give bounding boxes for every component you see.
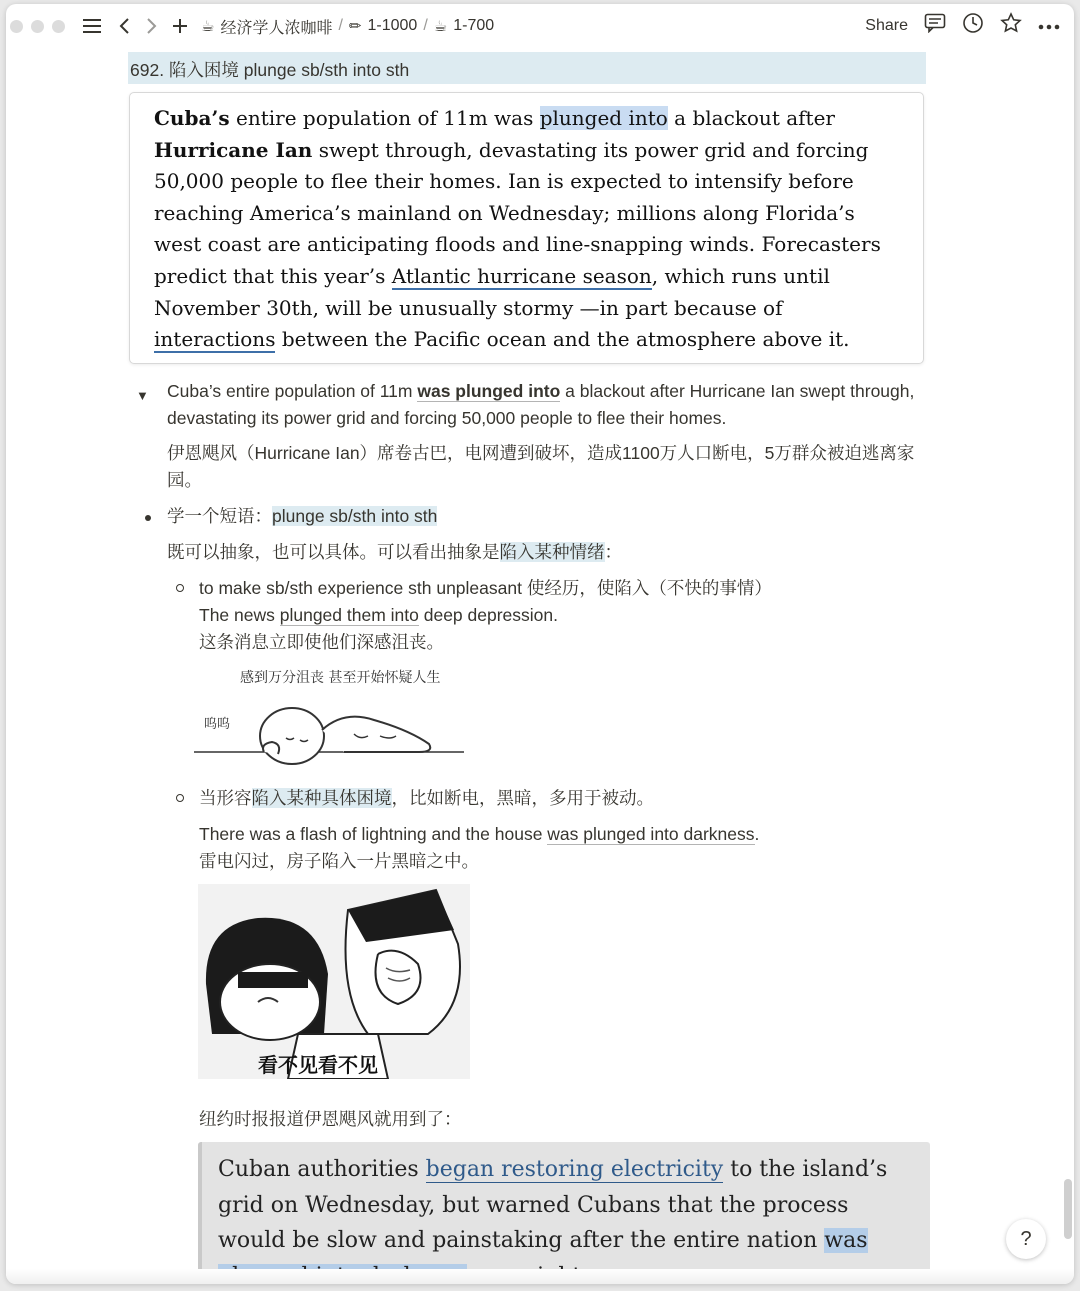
breadcrumb-separator: / [423,17,428,34]
example-part: There was a flash of lightning and the house [199,824,548,844]
add-page-icon[interactable] [167,13,193,39]
image-caption: 看不见看不见 [258,1053,378,1077]
coffee-icon: ☕ [201,18,215,35]
ruler-pencil-icon: ✏ [348,18,362,35]
breadcrumb-item[interactable]: 1-1000 [367,17,418,34]
window-controls [10,20,65,33]
quote-link[interactable]: Atlantic hurricane season [391,263,652,288]
nyt-quote [198,1142,930,1284]
learn-note-text: 既可以抽象，也可以具体。可以看出抽象是 [167,542,500,562]
example-sentence [199,602,919,629]
bottom-edge [6,1269,1074,1284]
back-icon[interactable] [111,13,137,39]
learn-note [167,539,622,566]
star-icon[interactable] [1000,12,1022,39]
comment-icon[interactable] [924,13,946,38]
top-bar-actions [865,12,1060,39]
learn-phrase-item [167,503,437,530]
sub-item-example [199,821,919,875]
concrete-definition [199,785,919,812]
definition-text: to make sb/sth experience sth unpleasant 使经历，使陷入（不快的事情） [199,578,772,598]
learn-label: 学一个短语： [167,506,272,526]
example-part: The news [199,605,280,625]
zoom-window-button[interactable] [52,20,65,33]
more-icon[interactable] [1038,17,1060,35]
sad-lying-figure-image [194,660,470,770]
toggle-translation: 伊恩飓风（Hurricane Ian）席卷古巴，电网遭到破坏，造成1100万人口断电，5万群众被迫逃离家园。 [167,443,915,490]
learn-phrase: plunge sb/sth into sth [272,506,438,526]
bullet-dot [145,515,151,521]
share-button[interactable]: Share [865,16,908,34]
sub-bullet-circle [176,794,184,802]
example-translation: 这条消息立即使他们深感沮丧。 [199,632,444,652]
highlighted-phrase: plunged into [539,106,668,130]
learn-note-highlight: 陷入某种情绪 [499,542,605,562]
nyt-highlight: was [218,1228,868,1284]
page-heading: 692. 陷入困境 plunge sb/sth into sth [128,52,926,84]
example-sentence [199,821,919,848]
learn-note-text: ： [604,542,622,562]
toggle-block [136,378,926,432]
quote-link[interactable]: interactions [154,327,276,352]
quote-bold: Cuba’s [154,106,230,130]
top-bar [6,4,1074,48]
clock-icon[interactable] [962,12,984,39]
quote-text: , which runs until November 30th, will be unusually stormy —in part because of [154,263,830,320]
sidebar-menu-icon[interactable] [79,13,105,39]
scrollbar[interactable] [1064,1179,1072,1239]
app-window [6,4,1074,1284]
sub-item-concrete [199,785,919,812]
quote-text: between the Pacific ocean and the atmosphere above it. [275,327,850,352]
nyt-text: to the island’s grid on Wednesday, but warned Cubans that the process would be slow and painstaking after the entire nation [218,1157,888,1253]
example-part: deep depression. [418,605,559,625]
coffee-icon: ☕ [433,18,448,35]
sub-item-definition [199,575,919,656]
toggle-text-part: Cuba’s entire population of 11m [167,381,418,401]
breadcrumb-item[interactable]: 1-700 [453,17,495,34]
cover-eyes-meme-image [198,884,470,1079]
definition-part: ，比如断电，黑暗，多用于被动。 [391,788,654,808]
quote-text: entire population of 11m was [229,106,540,130]
toggle-triangle-icon[interactable]: ▼ [136,388,149,403]
toggle-bold-phrase: was plunged into [417,381,561,401]
minimize-window-button[interactable] [31,20,44,33]
example-part: . [754,824,760,844]
quote-text: a blackout after [667,106,835,130]
breadcrumb-separator: / [338,17,343,34]
toggle-text-part: a blackout after Hurricane Ian swept through, devastating its power grid and forcing 50,000 people to flee their homes. [167,381,915,428]
breadcrumb [201,15,494,38]
forward-icon[interactable] [139,13,165,39]
example-phrase: plunged them into [279,605,419,625]
sub-bullet-circle [176,584,184,592]
example-phrase: was plunged into darkness [547,824,755,844]
nyt-text: Cuban authorities [218,1157,426,1182]
breadcrumb-item[interactable]: 经济学人浓咖啡 [220,19,333,37]
definition-part: 当形容 [199,788,252,808]
economist-quote [129,92,924,364]
toggle-text [167,378,926,432]
close-window-button[interactable] [10,20,23,33]
nyt-intro: 纽约时报报道伊恩飓风就用到了： [199,1109,462,1129]
quote-bold: Hurricane Ian [154,137,313,162]
image-sound-text: 呜呜 [204,717,231,732]
help-button[interactable]: ? [1006,1219,1046,1259]
example-translation: 雷电闪过，房子陷入一片黑暗之中。 [199,851,479,871]
nyt-link[interactable]: began restoring electricity [425,1157,724,1182]
definition-highlight: 陷入某种具体困境 [251,788,392,808]
image-caption: 感到万分沮丧 甚至开始怀疑人生 [240,670,441,686]
quote-text: swept through, devastating its power grid and forcing 50,000 people to flee their homes. Ian is expected to intensify before reaching America’s mainland on Wednesday; millions along Florida’s west coast are anticipating floods and line-snapping winds. Forecasters predict that this year’s [154,137,881,288]
